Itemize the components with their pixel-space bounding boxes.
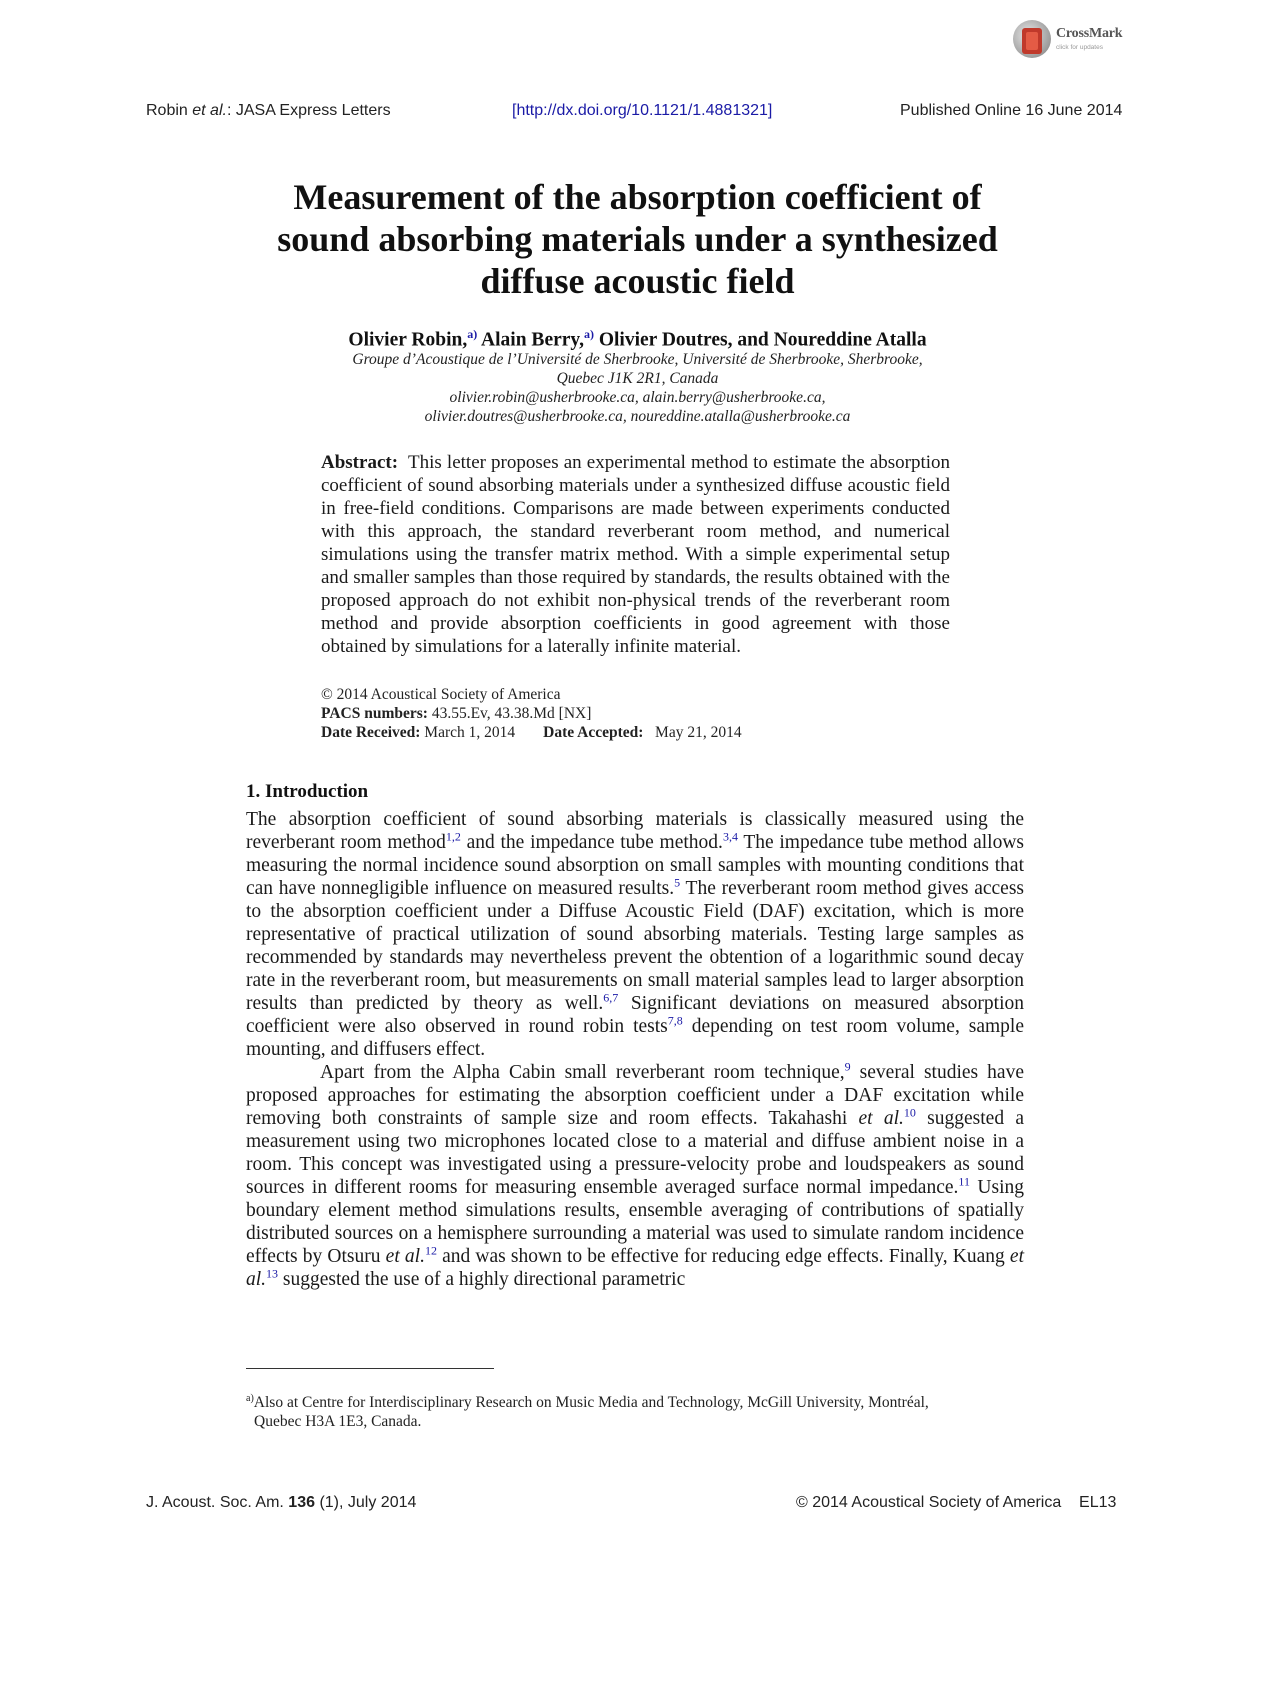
reference-link[interactable]: 10: [903, 1105, 916, 1120]
author-list: Olivier Robin,$^{a)}$ Alain Berry,$^{a)}$ Olivier Doutres, and Noureddine Atalla: [348, 327, 927, 351]
affiliation: Groupe d’Acoustique de l’Université de Sherbrooke, Université de Sherbrooke, Sherbrooke, Quebec J1K 2R1, Canada olivier.robin@usherbrooke.ca, alain.berry@usherbrooke.ca, olivier.doutres@usherbrooke.ca, noureddine.atalla@usherbrooke.ca: [352, 351, 923, 425]
reference-link[interactable]: 5: [674, 875, 681, 890]
footnote: $^{a)}$Also at Centre for Interdisciplinary Research on Music Media and Technology, McGill University, Montréal, Quebec H3A 1E3, Canada.: [246, 1393, 929, 1431]
crossmark-sub: click for updates: [1056, 44, 1103, 51]
reference-link[interactable]: 12: [424, 1243, 437, 1258]
crossmark-badge[interactable]: [1013, 18, 1123, 62]
abstract: [321, 451, 950, 658]
running-footer-left: J. Acoust. Soc. Am. 136 (1), July 2014: [146, 1494, 417, 1511]
paper-title: Measurement of the absorption coefficient of sound absorbing materials under a synthesized diffuse acoustic field: [277, 177, 998, 301]
footnote-rule: [246, 1368, 494, 1369]
pacs-line: PACS numbers: 43.55.Ev, 43.38.Md [NX]: [321, 705, 592, 722]
copyright-line: © 2014 Acoustical Society of America: [321, 686, 561, 703]
reference-link[interactable]: 3,4: [722, 829, 738, 844]
section-heading: 1. Introduction: [246, 781, 369, 802]
affiliation-link[interactable]: a): [583, 327, 594, 341]
published-date: Published Online 16 June 2014: [900, 102, 1123, 119]
crossmark-icon: [1013, 20, 1051, 58]
page-number: EL13: [1079, 1494, 1117, 1511]
reference-link[interactable]: 7,8: [667, 1013, 683, 1028]
reference-link[interactable]: 9: [844, 1059, 851, 1074]
running-footer-right: © 2014 Acoustical Society of America EL13: [796, 1494, 1117, 1511]
body-text: [246, 808, 1024, 1291]
abstract-text: This letter proposes an experimental method to estimate the absorption coefficient of sound absorbing materials under a synthesized diffuse acoustic field in free-field conditions. Comparisons are made between experiments conducted with this approach, the standard reverberant room method, and numerical simulations using the transfer matrix method. With a simple experimental setup and smaller samples than those required by standards, the results obtained with the proposed approach do not exhibit non-physical trends of the reverberant room method and provide absorption coefficients in good agreement with those obtained by simulations for a laterally infinite material.: [321, 452, 950, 657]
abstract-label: Abstract:: [321, 452, 399, 473]
dates-line: Date Received: March 1, 2014 Date Accepted: May 21, 2014: [321, 724, 742, 741]
reference-link[interactable]: 6,7: [603, 990, 619, 1005]
running-header-left: Robin et al.: JASA Express Letters: [146, 102, 391, 119]
affiliation-link[interactable]: a): [467, 327, 478, 341]
reference-link[interactable]: 13: [266, 1266, 279, 1281]
doi-link[interactable]: [http://dx.doi.org/10.1121/1.4881321]: [512, 102, 773, 119]
paragraph-1: The absorption coefficient of sound absorbing materials is classically measured using the reverberant room method$^{1,2}$ and the impedance tube method.$^{3,4}$ The impedance tube method allows measuring the normal incidence sound absorption on small samples with mounting conditions that can have nonnegligible influence on measured results.$^5$ The reverberant room method gives access to the absorption coefficient under a Diffuse Acoustic Field (DAF) excitation, which is more representative of practical utilization of sound absorbing materials. Testing large samples as recommended by standards may nevertheless prevent the obtention of a logarithmic sound decay rate in the reverberant room, but measurements on small material samples lead to larger absorption results than predicted by theory as well.$^{6,7}$ Significant deviations on measured absorption coefficient were also observed in round robin tests$^{7,8}$ depending on test room volume, sample mounting, and diffusers effect.: [246, 809, 1024, 1060]
paragraph-2: Apart from the Alpha Cabin small reverberant room technique,$^9$ several studies have proposed approaches for estimating the absorption coefficient under a DAF excitation while removing both constraints of sample size and room effects. Takahashi et al.$^{10}$ suggested a measurement using two microphones located close to a material and diffuse ambient noise in a room. This concept was investigated using a pressure-velocity probe and loudspeakers as sound sources in different rooms for measuring ensemble averaged surface normal impedance.$^{11}$ Using boundary element method simulations results, ensemble averaging of contributions of spatially distributed sources on a hemisphere surrounding a material was used to simulate random incidence effects by Otsuru et al.$^{12}$ and was shown to be effective for reducing edge effects. Finally, Kuang et al.$^{13}$ suggested the use of a highly directional parametric: [246, 1059, 1025, 1290]
reference-link[interactable]: 1,2: [445, 829, 461, 844]
article-meta: [321, 685, 950, 742]
crossmark-label: CrossMark: [1056, 26, 1123, 41]
reference-link[interactable]: 11: [958, 1174, 970, 1189]
